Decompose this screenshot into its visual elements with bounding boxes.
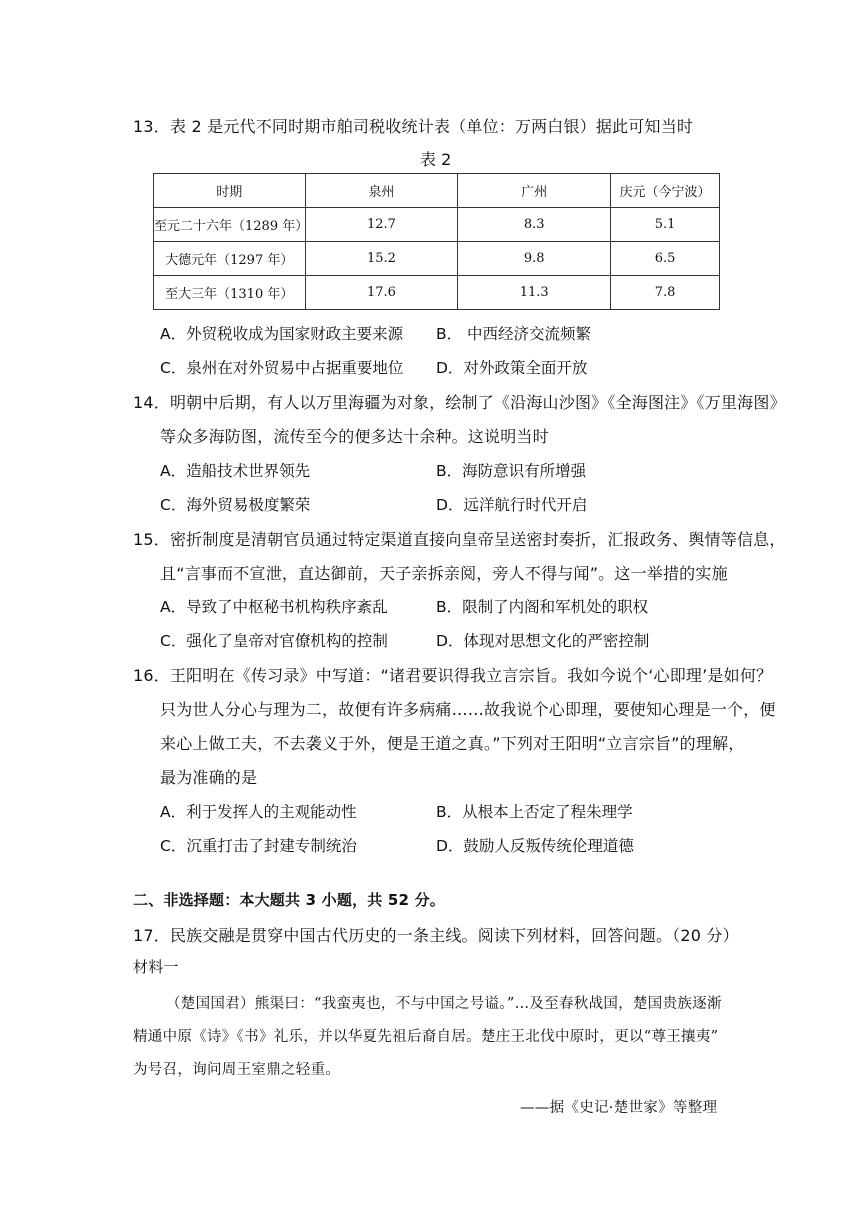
q16-line3: 来心上做工夫，不去袭义于外，便是王道之真。”下列对王阳明“立言宗旨”的理解， xyxy=(160,734,745,753)
table-cell: 9.8 xyxy=(458,242,611,276)
tax-table xyxy=(153,173,720,310)
q15-line1: 15．密折制度是清朝官员通过特定渠道直接向皇帝呈送密封奏折，汇报政务、舆情等信息， xyxy=(133,530,786,549)
q15-option-c: C．强化了皇帝对官僚机构的控制 xyxy=(160,632,388,650)
q16-line2: 只为世人分心与理为二，故便有许多病痛……故我说个心即理，要使知心理是一个，便 xyxy=(160,700,776,719)
table-cell: 6.5 xyxy=(611,242,720,276)
q16-option-d: D．鼓励人反叛传统伦理道德 xyxy=(436,837,634,855)
q14-option-b: B．海防意识有所增强 xyxy=(436,462,587,480)
table-cell: 至大三年（1310 年） xyxy=(154,276,306,310)
q16-line1: 16．王阳明在《传习录》中写道：“诸君要识得我立言宗旨。我如今说个‘心即理’是如何？ xyxy=(133,666,773,685)
table-row xyxy=(154,242,720,276)
table-cell: 12.7 xyxy=(305,208,458,242)
q14-line2: 等众多海防图，流传至今的便多达十余种。这说明当时 xyxy=(160,427,549,446)
q13-stem: 13．表 2 是元代不同时期市舶司税收统计表（单位：万两白银）据此可知当时 xyxy=(133,117,694,136)
table-header-row xyxy=(154,174,720,208)
q13-option-b: B． 中西经济交流频繁 xyxy=(436,325,592,343)
material-line3: 为号召，询问周王室鼎之轻重。 xyxy=(133,1062,341,1078)
q14-option-d: D．远洋航行时代开启 xyxy=(436,496,588,514)
table-row xyxy=(154,208,720,242)
table-cell: 7.8 xyxy=(611,276,720,310)
q15-option-a: A．导致了中枢秘书机构秩序紊乱 xyxy=(160,598,388,616)
q13-option-c: C．泉州在对外贸易中占据重要地位 xyxy=(160,359,404,377)
q14-option-a: A．造船技术世界领先 xyxy=(160,462,311,480)
header-guangzhou: 广州 xyxy=(458,174,611,208)
q15-option-d: D．体现对思想文化的严密控制 xyxy=(436,632,650,650)
table-cell: 15.2 xyxy=(305,242,458,276)
header-period: 时期 xyxy=(154,174,306,208)
table-cell: 5.1 xyxy=(611,208,720,242)
table-cell: 17.6 xyxy=(305,276,458,310)
material-title: 材料一 xyxy=(133,958,179,976)
material-line2: 精通中原《诗》《书》礼乐，并以华夏先祖后裔自居。楚庄王北伐中原时，更以“尊王攘夷” xyxy=(133,1029,719,1045)
q16-option-a: A．利于发挥人的主观能动性 xyxy=(160,803,357,821)
table-row xyxy=(154,276,720,310)
table-caption: 表 2 xyxy=(420,150,452,169)
q16-option-b: B．从根本上否定了程朱理学 xyxy=(436,803,633,821)
q17-stem: 17．民族交融是贯穿中国古代历史的一条主线。阅读下列材料，回答问题。（20 分） xyxy=(133,926,739,945)
q16-option-c: C．沉重打击了封建专制统治 xyxy=(160,837,357,855)
header-qingyuan: 庆元（今宁波） xyxy=(611,174,720,208)
q15-line2: 且“言事而不宣泄，直达御前，天子亲拆亲阅，旁人不得与闻”。这一举措的实施 xyxy=(160,564,728,583)
section2-heading: 二、非选择题：本大题共 3 小题，共 52 分。 xyxy=(133,891,446,909)
table-cell: 至元二十六年（1289 年） xyxy=(154,208,306,242)
q15-option-b: B．限制了内阁和军机处的职权 xyxy=(436,598,649,616)
q16-line4: 最为准确的是 xyxy=(160,768,258,787)
table-cell: 11.3 xyxy=(458,276,611,310)
table-cell: 8.3 xyxy=(458,208,611,242)
material-line1: （楚国国君）熊渠曰：“我蛮夷也，不与中国之号谥。”…及至春秋战国，楚国贵族逐渐 xyxy=(166,996,722,1012)
header-quanzhou: 泉州 xyxy=(305,174,458,208)
table-cell: 大德元年（1297 年） xyxy=(154,242,306,276)
q14-option-c: C．海外贸易极度繁荣 xyxy=(160,496,311,514)
q13-option-d: D．对外政策全面开放 xyxy=(436,359,588,377)
material-source: ——据《史记·楚世家》等整理 xyxy=(520,1100,718,1116)
q13-option-a: A．外贸税收成为国家财政主要来源 xyxy=(160,325,404,343)
q14-line1: 14．明朝中后期，有人以万里海疆为对象，绘制了《沿海山沙图》《全海图注》《万里海图》 xyxy=(133,393,786,412)
